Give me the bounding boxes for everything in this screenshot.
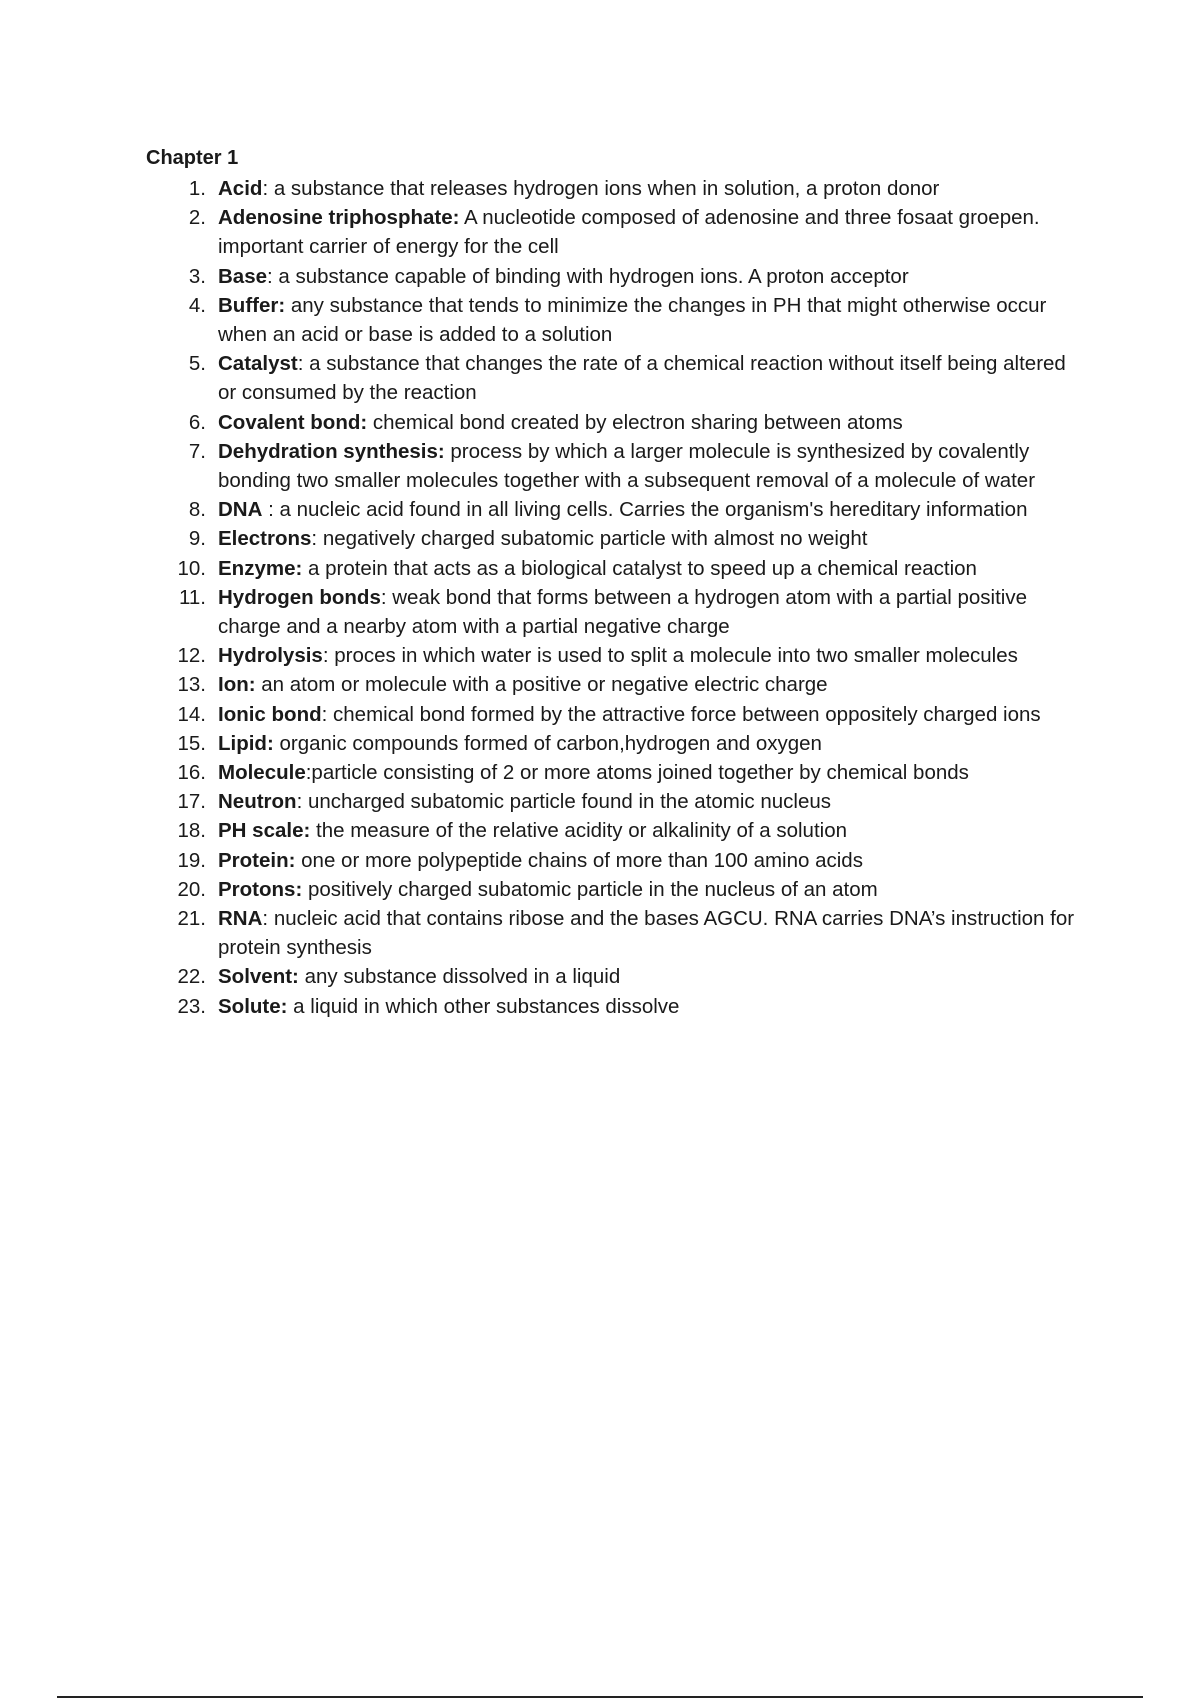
glossary-term: Buffer: <box>218 293 286 317</box>
glossary-item <box>146 203 1076 261</box>
glossary-definition: : a nucleic acid found in all living cells. Carries the organism's hereditary information <box>262 498 1028 522</box>
chapter-title: Chapter 1 <box>146 147 239 169</box>
item-number: 10. <box>177 556 206 580</box>
glossary-term: Ionic bond <box>218 702 322 726</box>
glossary-definition: positively charged subatomic particle in the nucleus of an atom <box>302 877 878 901</box>
item-number: 9. <box>188 527 206 551</box>
glossary-definition: : uncharged subatomic particle found in the atomic nucleus <box>296 790 832 814</box>
item-number: 8. <box>188 498 206 522</box>
glossary-term: Protons: <box>218 877 303 901</box>
glossary-item <box>146 524 1076 553</box>
glossary-definition: :particle consisting of 2 or more atoms joined together by chemical bonds <box>305 761 969 785</box>
glossary-term: Acid <box>218 177 263 200</box>
glossary-item <box>146 641 1076 670</box>
item-number: 4. <box>188 293 206 317</box>
glossary-item <box>146 758 1076 787</box>
glossary-term: DNA <box>218 498 263 522</box>
item-number: 1. <box>188 177 206 200</box>
glossary-definition: a protein that acts as a biological catalyst to speed up a chemical reaction <box>302 556 977 580</box>
glossary-item <box>146 291 1076 349</box>
glossary-definition: : nucleic acid that contains ribose and the bases AGCU. RNA carries DNA’s instruction for protein synthesis <box>218 907 1075 960</box>
item-number: 11. <box>179 585 206 609</box>
glossary-term: Neutron <box>218 790 297 814</box>
glossary-item <box>146 787 1076 816</box>
glossary-term: Covalent bond: <box>218 410 368 434</box>
glossary-term: Lipid: <box>218 731 274 755</box>
glossary-term: Protein: <box>218 848 296 872</box>
glossary-item <box>146 262 1076 291</box>
glossary-item <box>146 437 1076 495</box>
glossary-definition: : a substance that changes the rate of a chemical reaction without itself being altered or consumed by the reaction <box>218 352 1066 405</box>
item-number: 13. <box>177 673 206 697</box>
item-number: 2. <box>188 206 206 230</box>
glossary-definition: : weak bond that forms between a hydrogen atom with a partial positive charge and a nearby atom with a partial negative charge <box>218 585 1027 639</box>
glossary-term: RNA <box>218 907 263 931</box>
glossary-definition: : chemical bond formed by the attractive force between oppositely charged ions <box>321 702 1041 726</box>
glossary-term: Adenosine triphosphate: <box>218 206 460 230</box>
glossary-item <box>146 408 1076 437</box>
glossary-definition: an atom or molecule with a positive or negative electric charge <box>255 673 828 697</box>
glossary-list <box>146 174 1076 1021</box>
item-number: 16. <box>177 761 206 785</box>
glossary-definition: the measure of the relative acidity or alkalinity of a solution <box>310 819 848 843</box>
glossary-item <box>146 846 1076 875</box>
glossary-definition: chemical bond created by electron sharing between atoms <box>367 410 903 434</box>
glossary-term: Electrons <box>218 527 312 551</box>
item-number: 20. <box>177 877 206 901</box>
glossary-term: Hydrolysis <box>218 644 323 668</box>
glossary-definition: a liquid in which other substances dissolve <box>287 994 680 1018</box>
footer-divider <box>57 1696 1143 1698</box>
glossary-definition: one or more polypeptide chains of more than 100 amino acids <box>295 848 863 872</box>
glossary-definition: any substance that tends to minimize the changes in PH that might otherwise occur when an acid or base is added to a solution <box>218 293 1047 347</box>
glossary-item <box>146 962 1076 991</box>
item-number: 22. <box>177 965 206 989</box>
glossary-item <box>146 875 1076 904</box>
item-number: 18. <box>177 819 206 843</box>
item-number: 7. <box>188 439 206 463</box>
glossary-item <box>146 992 1076 1021</box>
glossary-term: Ion: <box>218 673 256 697</box>
glossary-term: Solute: <box>218 994 288 1018</box>
item-number: 12. <box>177 644 206 668</box>
glossary-definition: A nucleotide composed of adenosine and three fosaat groepen. important carrier of energy for the cell <box>218 206 1040 259</box>
glossary-item <box>146 816 1076 845</box>
item-number: 15. <box>177 731 206 755</box>
glossary-item <box>146 349 1076 407</box>
item-number: 19. <box>177 848 206 872</box>
glossary-term: Catalyst <box>218 352 298 376</box>
glossary-item <box>146 700 1076 729</box>
glossary-item <box>146 729 1076 758</box>
item-number: 5. <box>188 352 206 376</box>
glossary-term: Dehydration synthesis: <box>218 439 445 463</box>
item-number: 23. <box>177 994 206 1018</box>
glossary-term: Molecule <box>218 761 306 785</box>
glossary-definition: : proces in which water is used to split a molecule into two smaller molecules <box>322 644 1018 668</box>
glossary-item <box>146 904 1076 962</box>
glossary-definition: process by which a larger molecule is synthesized by covalently bonding two smaller molecules together with a subsequent removal of a molecule of water <box>218 439 1036 493</box>
glossary-item <box>146 583 1076 641</box>
glossary-term: PH scale: <box>218 819 311 843</box>
glossary-definition: : negatively charged subatomic particle with almost no weight <box>311 527 868 551</box>
glossary-definition: : a substance capable of binding with hydrogen ions. A proton acceptor <box>267 264 909 288</box>
glossary-term: Solvent: <box>218 965 299 989</box>
glossary-definition: organic compounds formed of carbon,hydrogen and oxygen <box>273 731 822 755</box>
item-number: 14. <box>177 702 206 726</box>
glossary-term: Enzyme: <box>218 556 303 580</box>
glossary-definition: : a substance that releases hydrogen ions when in solution, a proton donor <box>262 177 940 200</box>
item-number: 6. <box>188 410 206 434</box>
glossary-term: Base <box>218 264 268 288</box>
glossary-item <box>146 554 1076 583</box>
item-number: 21. <box>177 907 206 931</box>
glossary-item <box>146 174 1076 203</box>
glossary-term: Hydrogen bonds <box>218 585 381 609</box>
glossary-item <box>146 495 1076 524</box>
item-number: 3. <box>188 264 206 288</box>
item-number: 17. <box>177 790 206 814</box>
glossary-definition: any substance dissolved in a liquid <box>298 965 621 989</box>
glossary-item <box>146 670 1076 699</box>
